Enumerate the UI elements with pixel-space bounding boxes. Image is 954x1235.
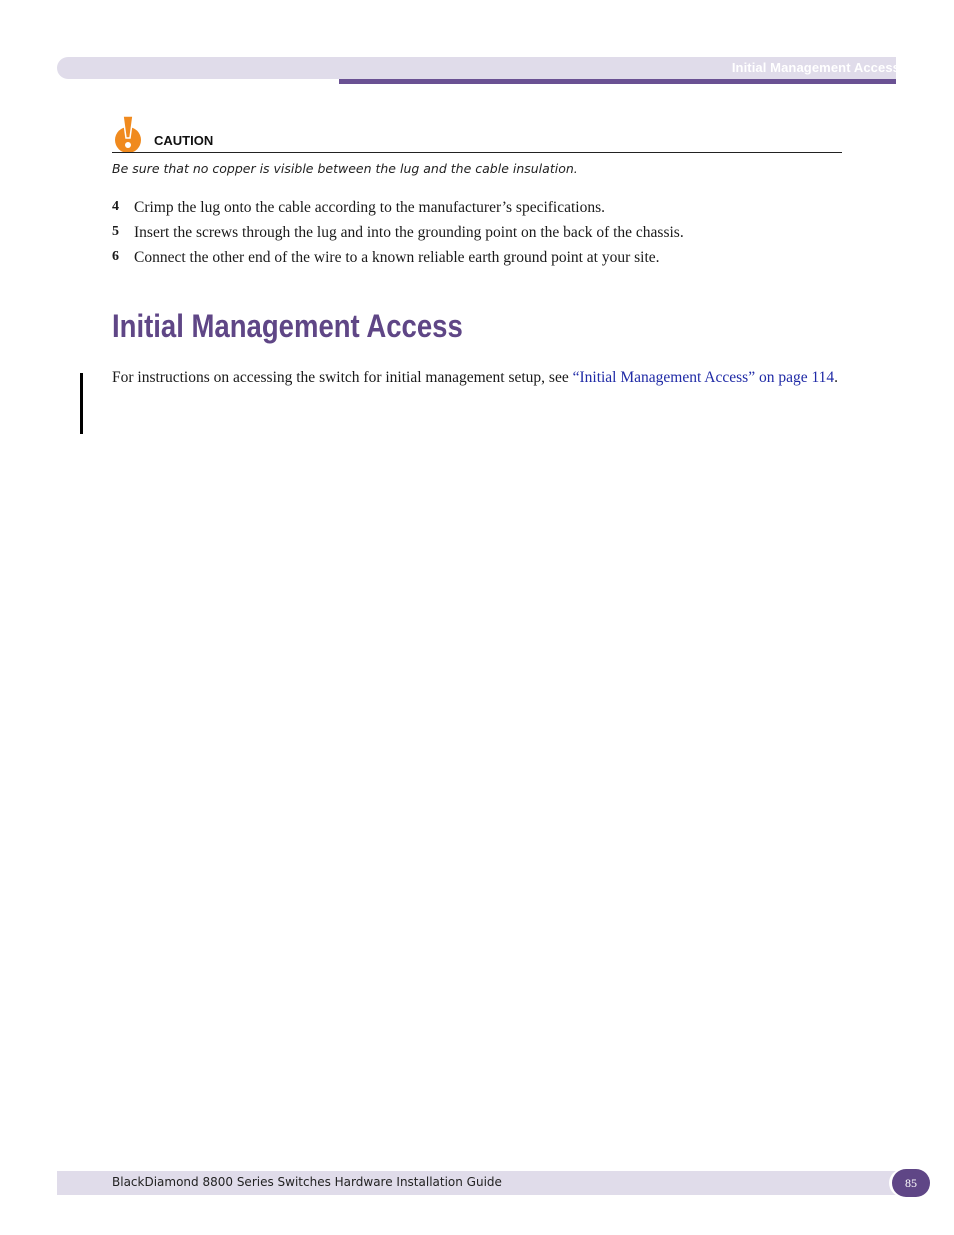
step-number: 4 (112, 199, 119, 214)
step-text: Connect the other end of the wire to a known reliable earth ground point at your site. (134, 249, 660, 266)
step-number: 5 (112, 224, 119, 239)
paragraph-text: For instructions on accessing the switch for initial management setup, see (112, 369, 573, 386)
header-accent-rule (339, 79, 896, 84)
step-number: 6 (112, 249, 119, 264)
page-number-badge: 85 (892, 1169, 930, 1197)
paragraph-end: . (834, 369, 839, 386)
caution-exclamation-icon (110, 114, 146, 154)
cross-reference-link[interactable]: “Initial Management Access” on page 114 (572, 369, 835, 386)
footer-book-title: BlackDiamond 8800 Series Switches Hardware Installation Guide (112, 1175, 502, 1189)
caution-text: Be sure that no copper is visible between the lug and the cable insulation. (112, 161, 578, 176)
section-paragraph (112, 368, 842, 388)
caution-label: CAUTION (154, 133, 214, 148)
step-text: Insert the screws through the lug and into the grounding point on the back of the chassis. (134, 224, 684, 241)
section-heading: Initial Management Access (112, 308, 463, 344)
step-text: Crimp the lug onto the cable according to the manufacturer’s specifications. (134, 199, 606, 216)
caution-divider (112, 152, 842, 153)
running-header-title: Initial Management Access (731, 60, 900, 75)
change-bar (80, 373, 83, 434)
